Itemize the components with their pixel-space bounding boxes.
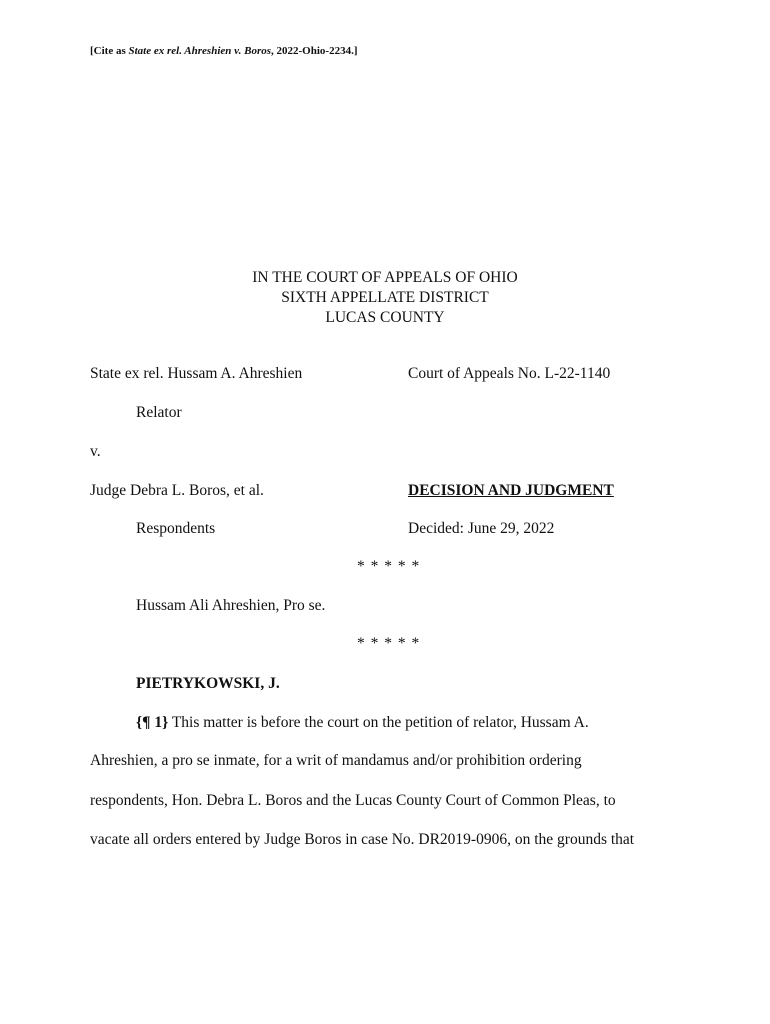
decision-title: DECISION AND JUDGMENT: [408, 482, 614, 499]
citation-line: [90, 45, 358, 57]
district-name: SIXTH APPELLATE DISTRICT: [281, 289, 489, 306]
separator-bottom: * * * * *: [357, 635, 421, 652]
case-number: Court of Appeals No. L-22-1140: [408, 365, 611, 382]
paragraph-line-2: Ahreshien, a pro se inmate, for a writ of mandamus and/or prohibition ordering: [90, 752, 582, 769]
relator-name: State ex rel. Hussam A. Ahreshien: [90, 365, 303, 382]
paragraph-line-3: respondents, Hon. Debra L. Boros and the Lucas County Court of Common Pleas, to: [90, 792, 616, 809]
citation-case-name: State ex rel. Ahreshien v. Boros: [128, 45, 272, 57]
respondent-name: Judge Debra L. Boros, et al.: [90, 482, 264, 499]
judge-name: PIETRYKOWSKI, J.: [136, 675, 280, 692]
counsel-line: Hussam Ali Ahreshien, Pro se.: [136, 597, 326, 614]
relator-label: Relator: [136, 404, 182, 421]
court-header: [0, 268, 770, 328]
citation-suffix: , 2022-Ohio-2234.]: [271, 45, 358, 57]
paragraph-marker: {¶ 1}: [136, 714, 169, 731]
separator-top: * * * * *: [357, 558, 421, 575]
paragraph-line-1: [136, 714, 589, 732]
respondents-label: Respondents: [136, 520, 216, 537]
decided-date: Decided: June 29, 2022: [408, 520, 555, 537]
paragraph-line-1-text: This matter is before the court on the petition of relator, Hussam A.: [168, 714, 589, 731]
court-name: IN THE COURT OF APPEALS OF OHIO: [252, 269, 518, 286]
paragraph-line-4: vacate all orders entered by Judge Boros in case No. DR2019-0906, on the grounds that: [90, 831, 635, 848]
county-name: LUCAS COUNTY: [325, 309, 445, 326]
versus-label: v.: [90, 443, 101, 460]
citation-prefix: [Cite as: [90, 45, 129, 57]
